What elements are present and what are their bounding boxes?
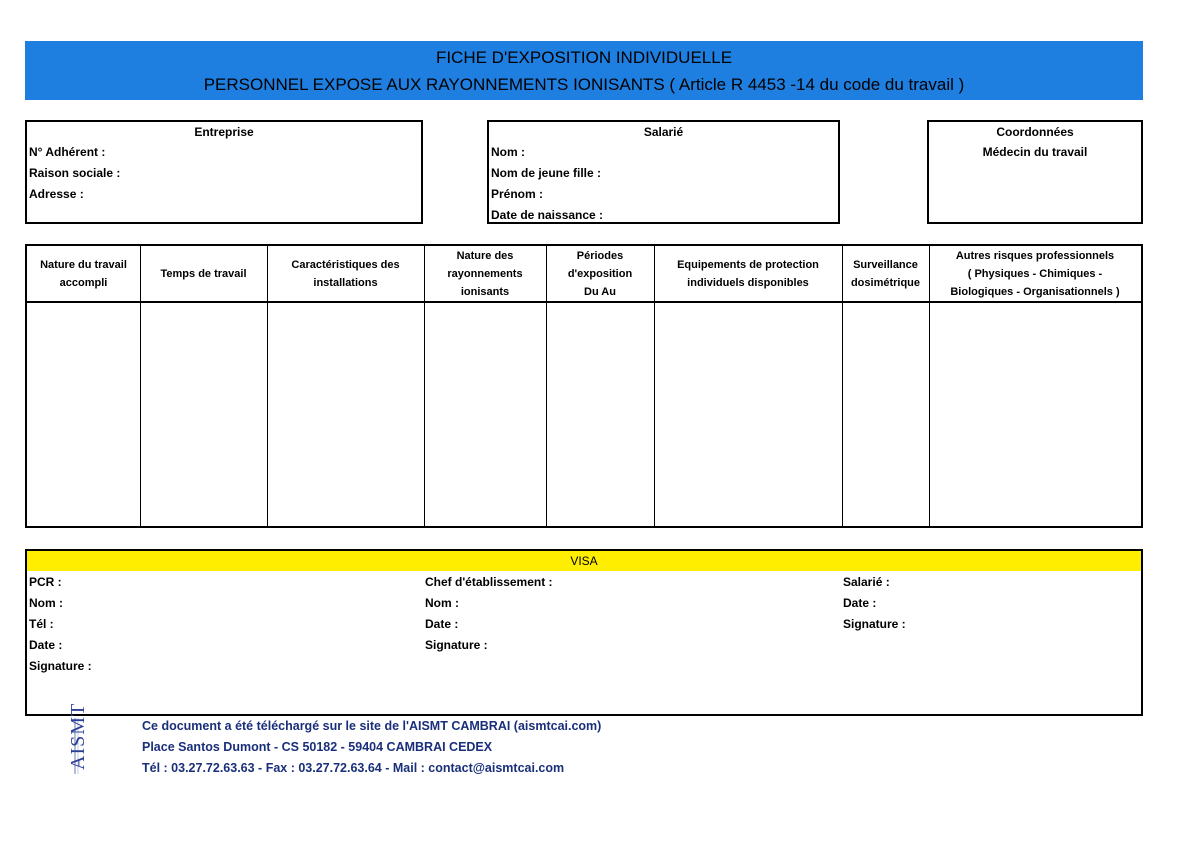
salarie-box (487, 120, 840, 224)
aismt-logo (67, 702, 124, 776)
header-nature-rayonnements: Nature des rayonnements ionisants (447, 249, 523, 298)
visa-title: VISA (27, 551, 1141, 571)
visa-salarie-date-field[interactable]: Date : (843, 596, 877, 610)
visa-chef-nom-field[interactable]: Nom : (425, 596, 459, 610)
entreprise-box (25, 120, 423, 224)
footer-contact: Tél : 03.27.72.63.63 - Fax : 03.27.72.63.64 - Mail : contact@aismtcai.com (142, 761, 565, 775)
header-periodes-exposition: Périodes d'exposition Du Au (567, 249, 633, 298)
exposure-table (25, 244, 1143, 528)
entreprise-title: Entreprise (194, 125, 254, 139)
visa-box (25, 549, 1143, 716)
field-nom-jeune-fille[interactable]: Nom de jeune fille : (491, 166, 602, 180)
field-prenom[interactable]: Prénom : (491, 187, 544, 201)
document-title: FICHE D'EXPOSITION INDIVIDUELLE (435, 48, 733, 67)
visa-chef-field[interactable]: Chef d'établissement : (425, 575, 553, 589)
coordonnees-box (927, 120, 1143, 224)
visa-pcr-date-field[interactable]: Date : (29, 638, 63, 652)
visa-pcr-signature-field[interactable]: Signature : (29, 659, 92, 673)
footer-address: Place Santos Dumont - CS 50182 - 59404 CAMBRAI CEDEX (142, 740, 493, 754)
coordonnees-title: Coordonnées (996, 125, 1074, 139)
visa-salarie-column (843, 572, 906, 635)
visa-salarie-signature-field[interactable]: Signature : (843, 617, 906, 631)
header-nature-travail: Nature du travail accompli (40, 258, 127, 289)
visa-pcr-nom-field[interactable]: Nom : (29, 596, 63, 610)
visa-pcr-field[interactable]: PCR : (29, 575, 62, 589)
field-adresse[interactable]: Adresse : (29, 187, 84, 201)
header-temps-travail: Temps de travail (160, 267, 247, 280)
header-autres-risques: Autres risques professionnels ( Physiques - Chimiques - Biologiques - Organisationnels ) (950, 249, 1120, 298)
field-date-naissance[interactable]: Date de naissance : (491, 208, 604, 222)
visa-chef-signature-field[interactable]: Signature : (425, 638, 488, 652)
field-raison-sociale[interactable]: Raison sociale : (29, 166, 121, 180)
field-nom[interactable]: Nom : (491, 145, 525, 159)
coordonnees-subtitle: Médecin du travail (982, 145, 1088, 159)
footer-download-note: Ce document a été téléchargé sur le site de l'AISMT CAMBRAI (aismtcai.com) (142, 719, 602, 733)
footer (142, 716, 601, 779)
logo-lettering: AISMT (67, 702, 89, 770)
aismt-logo-mark (67, 702, 124, 776)
visa-salarie-field[interactable]: Salarié : (843, 575, 890, 589)
visa-chef-date-field[interactable]: Date : (425, 617, 459, 631)
header-surveillance-dosimetrique: Surveillance dosimétrique (850, 258, 921, 289)
table-header-divider (27, 301, 1141, 303)
visa-pcr-tel-field[interactable]: Tél : (29, 617, 54, 631)
visa-pcr-column (29, 572, 92, 677)
salarie-title: Salarié (643, 125, 684, 139)
document-header (25, 41, 1143, 100)
header-caracteristiques: Caractéristiques des installations (291, 258, 400, 289)
document-subtitle: PERSONNEL EXPOSE AUX RAYONNEMENTS IONISANTS ( Article R 4453 -14 du code du travail ) (203, 75, 965, 94)
header-equipements-protection: Equipements de protection individuels disponibles (677, 258, 819, 289)
field-numero-adherent[interactable]: N° Adhérent : (29, 145, 106, 159)
visa-chef-column (425, 572, 553, 656)
